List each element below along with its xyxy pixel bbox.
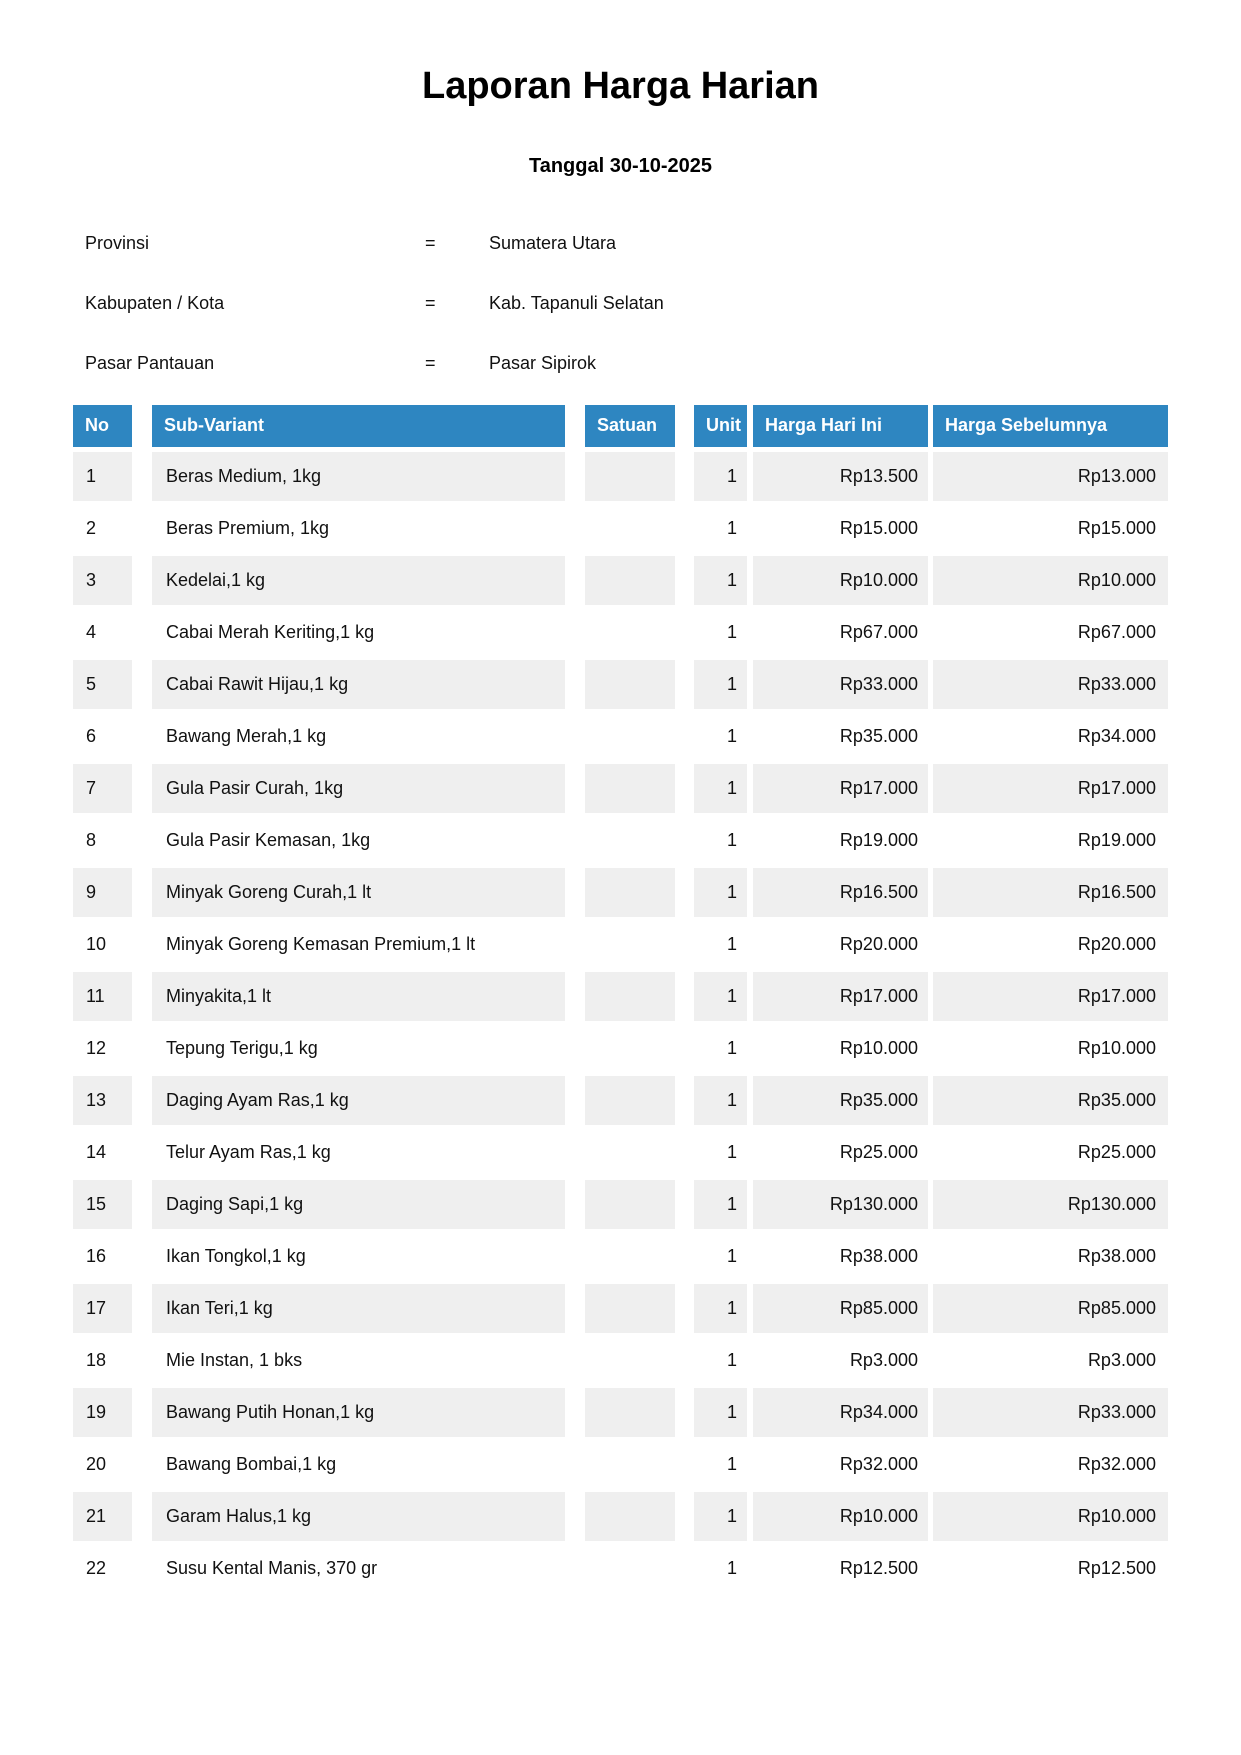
unit-cell: 1: [694, 972, 747, 1021]
sub-variant-cell: Telur Ayam Ras,1 kg: [166, 1141, 331, 1162]
row-number-cell: 14: [86, 1141, 107, 1162]
row-number-cell: 10: [86, 933, 107, 954]
sub-variant-cell: Beras Premium, 1kg: [166, 517, 330, 538]
harga-hari-ini-cell: Rp10.000: [839, 1037, 918, 1058]
harga-sebelumnya-cell: Rp16.500: [933, 868, 1168, 917]
satuan-cell: [585, 1232, 675, 1281]
unit-cell: 1: [694, 764, 747, 813]
table-row: [73, 1388, 1168, 1437]
satuan-cell: [585, 1076, 675, 1125]
satuan-cell: [585, 868, 675, 917]
harga-sebelumnya-cell: Rp17.000: [933, 764, 1168, 813]
harga-sebelumnya-cell: Rp12.500: [1077, 1557, 1156, 1578]
meta-row-provinsi: [85, 214, 1241, 274]
row-number-cell: 2: [86, 517, 97, 538]
table-row: [73, 972, 1168, 1021]
harga-sebelumnya-cell: Rp67.000: [1077, 621, 1156, 642]
sub-variant-cell: Mie Instan, 1 bks: [166, 1349, 303, 1370]
unit-cell: 1: [694, 1492, 747, 1541]
harga-hari-ini-cell: Rp35.000: [753, 1076, 928, 1125]
satuan-cell: [585, 920, 675, 969]
table-row: [73, 660, 1168, 709]
table-row: [73, 1284, 1168, 1333]
price-table-body: [73, 452, 1168, 1593]
sub-variant-cell: Minyak Goreng Curah,1 lt: [152, 868, 565, 917]
table-header-row: [73, 405, 1168, 447]
satuan-cell: [585, 1544, 675, 1593]
table-row: [73, 816, 1168, 865]
harga-sebelumnya-cell: Rp3.000: [1087, 1349, 1156, 1370]
column-header-unit: Unit: [694, 405, 747, 447]
report-date: Tanggal 30-10-2025: [528, 154, 713, 177]
table-row: [73, 764, 1168, 813]
harga-hari-ini-cell: Rp20.000: [839, 933, 918, 954]
harga-hari-ini-cell: Rp38.000: [839, 1245, 918, 1266]
satuan-cell: [585, 1492, 675, 1541]
satuan-cell: [585, 504, 675, 553]
table-row: [73, 504, 1168, 553]
harga-hari-ini-cell: Rp10.000: [753, 1492, 928, 1541]
meta-value: Pasar Sipirok: [489, 353, 597, 374]
satuan-cell: [585, 1024, 675, 1073]
unit-cell: 1: [694, 868, 747, 917]
unit-cell: 1: [726, 1453, 737, 1474]
sub-variant-cell: Bawang Putih Honan,1 kg: [152, 1388, 565, 1437]
satuan-cell: [585, 1336, 675, 1385]
harga-sebelumnya-cell: Rp10.000: [1077, 1037, 1156, 1058]
harga-sebelumnya-cell: Rp20.000: [1077, 933, 1156, 954]
meta-value: Kab. Tapanuli Selatan: [489, 293, 664, 314]
row-number-cell: 15: [73, 1180, 132, 1229]
satuan-cell: [585, 660, 675, 709]
equals-sign: =: [425, 293, 436, 314]
table-row: [73, 1180, 1168, 1229]
meta-row-pasar: [85, 334, 1241, 394]
table-row: [73, 1128, 1168, 1177]
column-header-harga-sebelumnya: Harga Sebelumnya: [933, 405, 1168, 447]
sub-variant-cell: Daging Sapi,1 kg: [152, 1180, 565, 1229]
table-row: [73, 1544, 1168, 1593]
harga-sebelumnya-cell: Rp32.000: [1077, 1453, 1156, 1474]
unit-cell: 1: [694, 1388, 747, 1437]
table-row: [73, 556, 1168, 605]
satuan-cell: [585, 816, 675, 865]
sub-variant-cell: Bawang Merah,1 kg: [166, 725, 327, 746]
harga-hari-ini-cell: Rp17.000: [753, 972, 928, 1021]
row-number-cell: 1: [73, 452, 132, 501]
harga-hari-ini-cell: Rp10.000: [753, 556, 928, 605]
harga-sebelumnya-cell: Rp34.000: [1077, 725, 1156, 746]
table-row: [73, 1492, 1168, 1541]
table-row: [73, 920, 1168, 969]
meta-label: Kabupaten / Kota: [85, 293, 225, 314]
harga-hari-ini-cell: Rp13.500: [753, 452, 928, 501]
row-number-cell: 21: [73, 1492, 132, 1541]
column-header-no: No: [73, 405, 132, 447]
row-number-cell: 22: [86, 1557, 107, 1578]
unit-cell: 1: [726, 1557, 737, 1578]
sub-variant-cell: Ikan Tongkol,1 kg: [166, 1245, 306, 1266]
harga-sebelumnya-cell: Rp19.000: [1077, 829, 1156, 850]
table-row: [73, 1232, 1168, 1281]
row-number-cell: 16: [86, 1245, 107, 1266]
harga-hari-ini-cell: Rp34.000: [753, 1388, 928, 1437]
sub-variant-cell: Susu Kental Manis, 370 gr: [166, 1557, 378, 1578]
equals-sign: =: [425, 233, 436, 254]
column-header-sub-variant: Sub-Variant: [152, 405, 565, 447]
row-number-cell: 5: [73, 660, 132, 709]
sub-variant-cell: Beras Medium, 1kg: [152, 452, 565, 501]
row-number-cell: 11: [73, 972, 132, 1021]
sub-variant-cell: Minyakita,1 lt: [152, 972, 565, 1021]
harga-hari-ini-cell: Rp35.000: [839, 725, 918, 746]
row-number-cell: 6: [86, 725, 97, 746]
unit-cell: 1: [694, 1284, 747, 1333]
meta-row-kabupaten: [85, 274, 1241, 334]
harga-sebelumnya-cell: Rp10.000: [933, 556, 1168, 605]
row-number-cell: 19: [73, 1388, 132, 1437]
row-number-cell: 3: [73, 556, 132, 605]
unit-cell: 1: [726, 829, 737, 850]
harga-hari-ini-cell: Rp19.000: [839, 829, 918, 850]
table-row: [73, 452, 1168, 501]
row-number-cell: 9: [73, 868, 132, 917]
harga-sebelumnya-cell: Rp13.000: [933, 452, 1168, 501]
sub-variant-cell: Cabai Merah Keriting,1 kg: [166, 621, 375, 642]
sub-variant-cell: Garam Halus,1 kg: [152, 1492, 565, 1541]
unit-cell: 1: [726, 1245, 737, 1266]
harga-sebelumnya-cell: Rp17.000: [933, 972, 1168, 1021]
harga-hari-ini-cell: Rp3.000: [849, 1349, 918, 1370]
harga-hari-ini-cell: Rp16.500: [753, 868, 928, 917]
unit-cell: 1: [694, 1076, 747, 1125]
harga-hari-ini-cell: Rp67.000: [839, 621, 918, 642]
satuan-cell: [585, 1388, 675, 1437]
harga-hari-ini-cell: Rp15.000: [839, 517, 918, 538]
table-row: [73, 1336, 1168, 1385]
unit-cell: 1: [694, 660, 747, 709]
row-number-cell: 12: [86, 1037, 107, 1058]
harga-sebelumnya-cell: Rp10.000: [933, 1492, 1168, 1541]
sub-variant-cell: Minyak Goreng Kemasan Premium,1 lt: [166, 933, 476, 954]
unit-cell: 1: [726, 1349, 737, 1370]
harga-sebelumnya-cell: Rp33.000: [933, 1388, 1168, 1437]
harga-sebelumnya-cell: Rp85.000: [933, 1284, 1168, 1333]
satuan-cell: [585, 608, 675, 657]
table-row: [73, 1024, 1168, 1073]
satuan-cell: [585, 1440, 675, 1489]
unit-cell: 1: [726, 933, 737, 954]
table-row: [73, 1440, 1168, 1489]
satuan-cell: [585, 1284, 675, 1333]
sub-variant-cell: Bawang Bombai,1 kg: [166, 1453, 337, 1474]
harga-sebelumnya-cell: Rp38.000: [1077, 1245, 1156, 1266]
unit-cell: 1: [694, 1180, 747, 1229]
row-number-cell: 13: [73, 1076, 132, 1125]
harga-hari-ini-cell: Rp17.000: [753, 764, 928, 813]
row-number-cell: 20: [86, 1453, 107, 1474]
row-number-cell: 8: [86, 829, 97, 850]
harga-sebelumnya-cell: Rp35.000: [933, 1076, 1168, 1125]
row-number-cell: 7: [73, 764, 132, 813]
unit-cell: 1: [726, 517, 737, 538]
satuan-cell: [585, 764, 675, 813]
unit-cell: 1: [726, 1141, 737, 1162]
satuan-cell: [585, 712, 675, 761]
harga-sebelumnya-cell: Rp130.000: [933, 1180, 1168, 1229]
table-row: [73, 1076, 1168, 1125]
unit-cell: 1: [726, 621, 737, 642]
row-number-cell: 17: [73, 1284, 132, 1333]
harga-hari-ini-cell: Rp12.500: [839, 1557, 918, 1578]
sub-variant-cell: Daging Ayam Ras,1 kg: [152, 1076, 565, 1125]
report-meta: [85, 214, 1241, 394]
harga-hari-ini-cell: Rp33.000: [753, 660, 928, 709]
harga-sebelumnya-cell: Rp25.000: [1077, 1141, 1156, 1162]
harga-hari-ini-cell: Rp25.000: [839, 1141, 918, 1162]
sub-variant-cell: Ikan Teri,1 kg: [152, 1284, 565, 1333]
sub-variant-cell: Kedelai,1 kg: [152, 556, 565, 605]
table-row: [73, 868, 1168, 917]
harga-sebelumnya-cell: Rp15.000: [1077, 517, 1156, 538]
unit-cell: 1: [726, 725, 737, 746]
harga-sebelumnya-cell: Rp33.000: [933, 660, 1168, 709]
harga-hari-ini-cell: Rp85.000: [753, 1284, 928, 1333]
sub-variant-cell: Gula Pasir Kemasan, 1kg: [166, 829, 371, 850]
sub-variant-cell: Tepung Terigu,1 kg: [166, 1037, 318, 1058]
column-header-satuan: Satuan: [585, 405, 675, 447]
table-row: [73, 608, 1168, 657]
satuan-cell: [585, 452, 675, 501]
column-header-harga-hari-ini: Harga Hari Ini: [753, 405, 928, 447]
row-number-cell: 18: [86, 1349, 107, 1370]
equals-sign: =: [425, 353, 436, 374]
meta-value: Sumatera Utara: [489, 233, 617, 254]
satuan-cell: [585, 556, 675, 605]
unit-cell: 1: [694, 556, 747, 605]
satuan-cell: [585, 972, 675, 1021]
harga-hari-ini-cell: Rp32.000: [839, 1453, 918, 1474]
price-table: [73, 405, 1168, 1593]
page-title: Laporan Harga Harian: [422, 65, 819, 107]
satuan-cell: [585, 1128, 675, 1177]
table-row: [73, 712, 1168, 761]
harga-hari-ini-cell: Rp130.000: [753, 1180, 928, 1229]
sub-variant-cell: Cabai Rawit Hijau,1 kg: [152, 660, 565, 709]
unit-cell: 1: [726, 1037, 737, 1058]
sub-variant-cell: Gula Pasir Curah, 1kg: [152, 764, 565, 813]
satuan-cell: [585, 1180, 675, 1229]
row-number-cell: 4: [86, 621, 97, 642]
meta-label: Provinsi: [85, 233, 150, 254]
unit-cell: 1: [694, 452, 747, 501]
meta-label: Pasar Pantauan: [85, 353, 215, 374]
